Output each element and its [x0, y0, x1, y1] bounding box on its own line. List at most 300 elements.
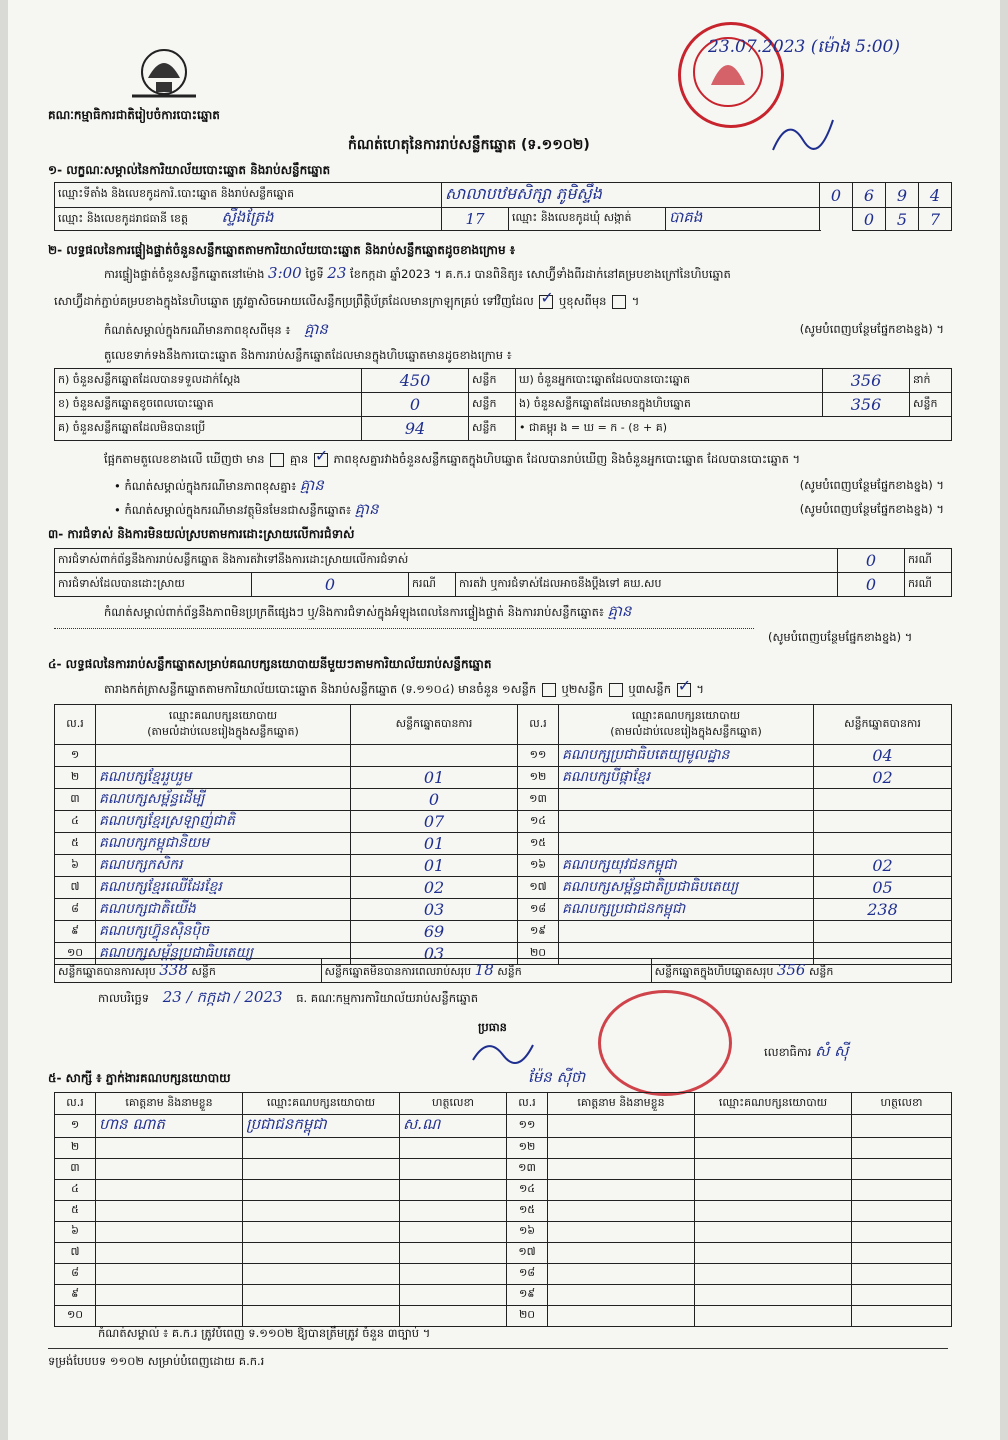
- witness-signature: [852, 1285, 952, 1306]
- party-no: ៧: [55, 877, 96, 899]
- witness-party: [243, 1180, 400, 1201]
- total-valid-value: 338: [159, 960, 188, 979]
- party-name: គណបក្សបីផ្កាខ្មែរ: [559, 767, 814, 789]
- party-no: ១៩: [518, 921, 559, 943]
- hdr-party-left-text: ឈ្មោះគណបក្សនយោបាយ: [168, 708, 278, 722]
- time-value: 3:00: [268, 264, 302, 282]
- bullet-2: [114, 502, 944, 517]
- note-label: កំណត់សម្គាល់ក្នុងករណីមានភាពខុសពីមុន ៖: [104, 323, 291, 337]
- witness-name: [548, 1159, 695, 1180]
- table-row: [55, 899, 952, 921]
- total-valid: [55, 959, 322, 983]
- row-c-value: 94: [362, 417, 469, 441]
- party-no: ១៥: [518, 833, 559, 855]
- witness-name: [96, 1264, 243, 1285]
- bullet-1-value: គ្មាន: [299, 476, 324, 494]
- witness-party: [243, 1306, 400, 1327]
- three-sheets-checkbox[interactable]: [677, 683, 691, 697]
- witness-no: ១៧: [507, 1243, 548, 1264]
- party-no: ១៦: [518, 855, 559, 877]
- party-name: គណបក្សយុវជនកម្ពុជា: [559, 855, 814, 877]
- witness-no: ១២: [507, 1138, 548, 1159]
- stamp-date: 23.07.2023 (ម៉ោង 5:00): [708, 37, 900, 57]
- table-row: [55, 789, 952, 811]
- witness-party: [695, 1285, 852, 1306]
- party-votes: 238: [814, 899, 952, 921]
- total-invalid-unit: សន្លឹក: [497, 964, 522, 978]
- diff-label: ឬខុសពីមុន: [558, 294, 607, 308]
- table-row: [55, 767, 952, 789]
- w-hdr-sig: ហត្ថលេខា: [400, 1093, 507, 1115]
- objection-note-label: កំណត់សម្គាល់ពាក់ព័ន្ធនឹងភាពមិនប្រក្រតីផ្សេងៗ ឬ/និងការជំទាស់ក្នុងអំឡុងពេលនៃការផ្ទៀងផ្ទាត់ និងការរាប់សន្លឹកឆ្នោត៖: [104, 605, 604, 619]
- dotted-line: [54, 628, 754, 629]
- party-no: ៤: [55, 811, 96, 833]
- witness-row: [55, 1201, 952, 1222]
- form-id: ទម្រង់បែបបទ ១១០២ សម្រាប់បំពេញដោយ គ.ក.រ: [48, 1354, 265, 1368]
- row-e-unit: សន្លឹក: [910, 393, 952, 417]
- witness-name: [548, 1222, 695, 1243]
- two-sheets-checkbox[interactable]: [609, 683, 623, 697]
- date-label: កាលបរិច្ឆេទ: [98, 991, 150, 1005]
- witness-signature: [852, 1115, 952, 1138]
- row-e-value: 356: [823, 393, 910, 417]
- province-code: 17: [442, 208, 509, 231]
- chair-label: ប្រធាន: [478, 1020, 507, 1034]
- witness-party: [243, 1159, 400, 1180]
- party-votes: [814, 833, 952, 855]
- party-name: [559, 833, 814, 855]
- committee-label: ធ. គណៈកម្មការការិយាល័យរាប់សន្លឹកឆ្នោត: [296, 991, 478, 1005]
- party-votes: [814, 811, 952, 833]
- no-discrepancy-checkbox[interactable]: [314, 453, 328, 467]
- witness-name: [548, 1138, 695, 1159]
- row-b-unit: សន្លឹក: [469, 393, 516, 417]
- witness-party: [243, 1201, 400, 1222]
- figures-intro: តួលេខទាក់ទងនឹងការបោះឆ្នោត និងការរាប់សន្លឹកឆ្នោតដែលមានក្នុងហិបឆ្នោតមានដូចខាងក្រោម ៖: [104, 348, 512, 362]
- table-row: [55, 811, 952, 833]
- party-name: [559, 921, 814, 943]
- witness-party: [243, 1264, 400, 1285]
- objection-row-1: ការជំទាស់ពាក់ព័ន្ធនឹងការរាប់សន្លឹកឆ្នោត និងការតវ៉ាទៅនឹងការដោះស្រាយលើការជំទាស់: [55, 549, 838, 573]
- two-sheets-label: ឬ២សន្លឹក: [561, 682, 604, 696]
- objection-row-2: ការជំទាស់ដែលបានដោះស្រាយ: [55, 573, 252, 597]
- witness-row: [55, 1138, 952, 1159]
- org-name: គណៈកម្មាធិការជាតិរៀបចំការបោះឆ្នោត: [48, 108, 220, 122]
- station-value: សាលាបឋមសិក្សា ភូមិស្ទឹង: [442, 183, 820, 208]
- party-name: [559, 789, 814, 811]
- party-votes: 04: [814, 745, 952, 767]
- page-title: កំណត់ហេតុនៃការរាប់សន្លឹកឆ្នោត (ទ.១១០២): [348, 137, 590, 153]
- row-e-label: ង) ចំនួនសន្លឹកឆ្នោតដែលមានក្នុងហិបឆ្នោត: [516, 393, 823, 417]
- party-no: ១៧: [518, 877, 559, 899]
- objection-2-unit: ករណី: [409, 573, 456, 597]
- party-votes: 07: [351, 811, 518, 833]
- row-b-value: 0: [362, 393, 469, 417]
- objection-note-value: គ្មាន: [607, 602, 632, 620]
- total-valid-unit: សន្លឹក: [191, 964, 216, 978]
- total-box-value: 356: [776, 960, 806, 979]
- one-sheet-checkbox[interactable]: [542, 683, 556, 697]
- date-line: [98, 990, 478, 1005]
- note-line: [104, 322, 944, 337]
- party-name: គណបក្សសម្ព័ន្ធដើម្បី: [96, 789, 351, 811]
- objection-3-unit: ករណី: [905, 573, 952, 597]
- witness-signature: [852, 1159, 952, 1180]
- row-c-label: គ) ចំនួនសន្លឹកឆ្នោតដែលមិនបានប្រើ: [55, 417, 362, 441]
- witness-signature: [400, 1138, 507, 1159]
- secretary-line: [764, 1044, 848, 1059]
- row-d-unit: នាក់: [910, 369, 952, 393]
- has-discrepancy-checkbox[interactable]: [270, 453, 284, 467]
- w-hdr-name: គោត្តនាម និងនាមខ្លួន: [96, 1093, 243, 1115]
- hdr-no-right: ល.រ: [518, 705, 559, 745]
- seal-line: សោហ្វ៊ីដាក់ភ្ជាប់គម្របខាងក្នុងនៃហិបឆ្នោត ត្រូវគ្នាសិចអោយលើសន្លឹកប្រព្រឹត្តិប័ត្រដែលមានក្រាឡុកគ្រប់ ទៅវិញដែល ✓ ឬខុសពីមុន ។: [54, 294, 639, 309]
- witness-no: ៧: [55, 1243, 96, 1264]
- witness-row: [55, 1243, 952, 1264]
- fill-hint: (សូមបំពេញបន្ថែមផ្នែកខាងខ្នង) ។: [799, 322, 944, 336]
- province-label: [55, 208, 442, 231]
- party-name: គណបក្សសម្ព័ន្ធប្រជាធិបតេយ្យ: [96, 943, 351, 965]
- row-d-label: ឃ) ចំនួនអ្នកបោះឆ្នោតដែលបានបោះឆ្នោត: [516, 369, 823, 393]
- station-code-4: 4: [919, 183, 952, 208]
- witness-row: [55, 1222, 952, 1243]
- witness-signature: [400, 1306, 507, 1327]
- sheets-text: តារាងកត់ត្រាសន្លឹកឆ្នោតតាមការិយាល័យបោះឆ្នោត និងរាប់សន្លឹកឆ្នោត (ទ.១១០៤) មានចំនួន ១សន្លឹក: [104, 682, 537, 696]
- witness-row: [55, 1180, 952, 1201]
- party-name: គណបក្សហ៊្វុនស៊ិនប៉ិច: [96, 921, 351, 943]
- station-code-1: 0: [820, 183, 853, 208]
- section-5-heading: ៥- សាក្សី ៖ ភ្នាក់ងារគណបក្សនយោបាយ: [48, 1071, 231, 1085]
- witness-no: ៤: [55, 1180, 96, 1201]
- note-value: គ្មាន: [304, 320, 328, 338]
- witness-no: ១៤: [507, 1180, 548, 1201]
- witness-no: ១៨: [507, 1264, 548, 1285]
- party-no: ១៣: [518, 789, 559, 811]
- section-4-heading: ៤- លទ្ធផលនៃការរាប់សន្លឹកឆ្នោតសម្រាប់គណបក្សនយោបាយនីមួយៗតាមការិយាល័យរាប់សន្លឹកឆ្នោត: [48, 657, 492, 671]
- witness-table: [54, 1092, 952, 1327]
- time-label: ការផ្ទៀងផ្ទាត់ចំនួនសន្លឹកឆ្នោតនៅម៉ោង: [104, 267, 265, 281]
- party-votes: 01: [351, 855, 518, 877]
- party-votes: 69: [351, 921, 518, 943]
- hdr-no-left: ល.រ: [55, 705, 96, 745]
- station-code-3: 9: [886, 183, 919, 208]
- witness-signature: [400, 1285, 507, 1306]
- chair-name: ម៉ែន ស៊ីថា: [528, 1068, 586, 1086]
- witness-name: [96, 1222, 243, 1243]
- party-name: គណបក្សកម្ពុជានិយម: [96, 833, 351, 855]
- witness-no: ១១: [507, 1115, 548, 1138]
- w-hdr-no-r: ល.រ: [507, 1093, 548, 1115]
- footer-note: កំណត់សម្គាល់ ៖ គ.ក.រ ត្រូវបំពេញ ទ.១១០២ ឱ្យបានត្រឹមត្រូវ ចំនួន ៣ច្បាប់ ។: [98, 1326, 431, 1340]
- objection-3-value: 0: [838, 573, 905, 597]
- w-hdr-no: ល.រ: [55, 1093, 96, 1115]
- witness-signature: [852, 1180, 952, 1201]
- discrepancy-line: [104, 452, 800, 467]
- province-value: ស្ទឹងត្រែង: [221, 208, 274, 226]
- total-box-label: សន្លឹកឆ្នោតក្នុងហិបឆ្នោតសរុប: [654, 964, 774, 978]
- table-row: [55, 855, 952, 877]
- objection-row-3: ការតវ៉ា ឬការជំទាស់ដែលអាចនឹងប្តឹងទៅ គឃ.សប: [456, 573, 838, 597]
- witness-no: ១៥: [507, 1201, 548, 1222]
- station-table: [54, 182, 952, 231]
- formula: • ជាគម្ពុរ ង = ឃ = ក - (ខ + គ): [516, 417, 952, 441]
- bullet-2-label: • កំណត់សម្គាល់ក្នុងករណីមានវត្ថុមិនមែនជាសន្លឹកឆ្នោត៖: [114, 503, 352, 517]
- witness-name: [96, 1285, 243, 1306]
- committee-stamp: [598, 990, 732, 1096]
- w-hdr-sig-r: ហត្ថលេខា: [852, 1093, 952, 1115]
- objections-table: [54, 548, 952, 597]
- witness-signature: [852, 1243, 952, 1264]
- party-votes: 03: [351, 899, 518, 921]
- table-row: [55, 833, 952, 855]
- witness-row: [55, 1285, 952, 1306]
- fill-hint-2: (សូមបំពេញបន្ថែមផ្នែកខាងខ្នង) ។: [799, 478, 944, 492]
- witness-no: ១០: [55, 1306, 96, 1327]
- witness-name: [96, 1201, 243, 1222]
- objection-1-value: 0: [838, 549, 905, 573]
- witness-name: [548, 1264, 695, 1285]
- witness-row: [55, 1306, 952, 1327]
- party-no: ១៤: [518, 811, 559, 833]
- commune-code-1: 0: [853, 208, 886, 231]
- province-label-text: ឈ្មោះ និងលេខកូដរាជធានី ខេត្ត: [58, 212, 188, 225]
- party-name: គណបក្សសម្ព័ន្ធជាតិប្រជាធិបតេយ្យ: [559, 877, 814, 899]
- bullet-1-label: • កំណត់សម្គាល់ក្នុងករណីមានភាពខុសគ្នា៖: [114, 479, 297, 493]
- station-code-2: 6: [853, 183, 886, 208]
- results-table: [54, 704, 952, 965]
- witness-no: ២: [55, 1138, 96, 1159]
- witness-signature: [400, 1243, 507, 1264]
- party-no: ៩: [55, 921, 96, 943]
- witness-party: [243, 1222, 400, 1243]
- witness-name: [96, 1138, 243, 1159]
- total-invalid-value: 18: [474, 960, 494, 979]
- total-invalid: [321, 959, 651, 983]
- row-d-value: 356: [823, 369, 910, 393]
- party-name: គណបក្សជាតិយើង: [96, 899, 351, 921]
- witness-no: ១៩: [507, 1285, 548, 1306]
- fill-hint-3: (សូមបំពេញបន្ថែមផ្នែកខាងខ្នង) ។: [799, 502, 944, 516]
- party-no: ១១: [518, 745, 559, 767]
- witness-signature: [852, 1222, 952, 1243]
- table-row: [55, 745, 952, 767]
- witness-signature: [400, 1264, 507, 1285]
- party-votes: [814, 789, 952, 811]
- total-valid-label: សន្លឹកឆ្នោតបានការសរុប: [58, 964, 156, 978]
- party-votes: [351, 745, 518, 767]
- day-label: ថ្ងៃទី: [305, 267, 324, 281]
- table-row: [55, 877, 952, 899]
- commune-value: បាគង: [666, 208, 820, 231]
- figures-table: [54, 368, 952, 441]
- witness-no: ៣: [55, 1159, 96, 1180]
- witness-party: [695, 1306, 852, 1327]
- party-no: ៦: [55, 855, 96, 877]
- party-name: គណបក្សកសិករ: [96, 855, 351, 877]
- witness-name: [96, 1306, 243, 1327]
- witness-name: [96, 1180, 243, 1201]
- witness-name: [96, 1243, 243, 1264]
- party-name: [96, 745, 351, 767]
- month-text: ខែកក្កដា ឆ្នាំ2023 ។ គ.ក.រ បានពិនិត្យ៖ សោហ្វ៊ីទាំងពីរដាក់នៅគម្របខាងក្រៅនៃហិបឆ្នោត: [350, 267, 731, 281]
- hdr-party-left-sub: (តាមលំដាប់លេខរៀងក្នុងសន្លឹកឆ្នោត): [147, 724, 299, 738]
- witness-signature: [852, 1138, 952, 1159]
- discrepancy-label: ផ្អែកតាមតួលេខខាងលើ ឃើញថា មាន: [104, 452, 265, 466]
- party-no: ១៨: [518, 899, 559, 921]
- fill-hint-4: (សូមបំពេញបន្ថែមផ្នែកខាងខ្នង) ។: [768, 630, 913, 644]
- station-label: ឈ្មោះទីតាំង និងលេខកូដការិ.បោះឆ្នោត និងរាប់សន្លឹកឆ្នោត: [55, 183, 442, 208]
- witness-party: [695, 1115, 852, 1138]
- time-line: [104, 266, 731, 281]
- witness-no: ៥: [55, 1201, 96, 1222]
- party-name: គណបក្សខ្មែរឈើដែរខ្មែរ: [96, 877, 351, 899]
- row-a-unit: សន្លឹក: [469, 369, 516, 393]
- witness-no: ៩: [55, 1285, 96, 1306]
- w-hdr-name-r: គោត្តនាម និងនាមខ្លួន: [548, 1093, 695, 1115]
- commune-label: ឈ្មោះ និងលេខកូដឃុំ សង្កាត់: [509, 208, 666, 231]
- w-hdr-party: ឈ្មោះគណបក្សនយោបាយ: [243, 1093, 400, 1115]
- hdr-party-right-text: ឈ្មោះគណបក្សនយោបាយ: [631, 708, 741, 722]
- no-discrepancy-label: គ្មាន: [289, 452, 309, 466]
- witness-name: ហាន ណាត: [96, 1115, 243, 1138]
- witness-row: [55, 1115, 952, 1138]
- seal-text: សោហ្វ៊ីដាក់ភ្ជាប់គម្របខាងក្នុងនៃហិបឆ្នោត ត្រូវគ្នាសិចអោយលើសន្លឹកប្រព្រឹត្តិប័ត្រដែលមានក្រាឡុកគ្រប់ ទៅវិញដែល: [54, 294, 534, 308]
- party-name: គណបក្សប្រជាជនកម្ពុជា: [559, 899, 814, 921]
- witness-name: [548, 1285, 695, 1306]
- total-box-unit: សន្លឹក: [808, 964, 834, 978]
- hdr-party-left: [96, 705, 351, 745]
- bullet-2-value: គ្មាន: [354, 500, 379, 518]
- total-invalid-label: សន្លឹកឆ្នោតមិនបានការពេលរាប់សរុប: [324, 964, 472, 978]
- section-3-heading: ៣- ការជំទាស់ និងការមិនយល់ស្របតាមការដោះស្រាយលើការជំទាស់: [48, 527, 355, 541]
- discrepancy-text: ភាពខុសគ្នារវាងចំនួនសន្លឹកឆ្នោតក្នុងហិបឆ្នោត ដែលបានរាប់ឃើញ និងចំនួនអ្នកបោះឆ្នោត ដែលបានបោះឆ្នោត ។: [333, 452, 801, 466]
- witness-party: [695, 1159, 852, 1180]
- party-no: ៣: [55, 789, 96, 811]
- objection-2-value: 0: [252, 573, 409, 597]
- witness-party: [695, 1264, 852, 1285]
- objection-note: [104, 604, 631, 619]
- witness-party: [243, 1138, 400, 1159]
- witness-signature: [400, 1159, 507, 1180]
- bullet-1: [114, 478, 944, 493]
- hdr-party-right-sub: (តាមលំដាប់លេខរៀងក្នុងសន្លឹកឆ្នោត): [610, 724, 762, 738]
- hdr-votes-right: សន្លឹកឆ្នោតបានការ: [814, 705, 952, 745]
- witness-no: ១៣: [507, 1159, 548, 1180]
- party-votes: 02: [814, 855, 952, 877]
- party-votes: 01: [351, 767, 518, 789]
- witness-no: ១៦: [507, 1222, 548, 1243]
- party-name: គណបក្សប្រជាធិបតេយ្យមូលដ្ឋាន: [559, 745, 814, 767]
- commune-code-3: 7: [919, 208, 952, 231]
- signature: [768, 110, 838, 160]
- day-value: 23: [327, 264, 347, 282]
- witness-party: [243, 1243, 400, 1264]
- section-2-heading: ២- លទ្ធផលនៃការផ្ទៀងផ្ទាត់ចំនួនសន្លឹកឆ្នោតតាមការិយាល័យបោះឆ្នោត និងរាប់សន្លឹកឆ្នោតដូចខាងក្រោម ៖: [48, 243, 516, 257]
- witness-party: [695, 1180, 852, 1201]
- party-no: ២: [55, 767, 96, 789]
- party-votes: 02: [814, 767, 952, 789]
- witness-signature: ស.ណ: [400, 1115, 507, 1138]
- row-a-value: 450: [362, 369, 469, 393]
- party-votes: [814, 921, 952, 943]
- witness-signature: [400, 1201, 507, 1222]
- witness-name: [548, 1201, 695, 1222]
- witness-party: [243, 1285, 400, 1306]
- witness-name: [548, 1115, 695, 1138]
- national-emblem-icon: [126, 38, 202, 104]
- party-no: ៥: [55, 833, 96, 855]
- total-box: [651, 959, 951, 983]
- section-1-heading: ១- លក្ខណៈសម្គាល់នៃការិយាល័យបោះឆ្នោត និងរាប់សន្លឹកឆ្នោត: [48, 163, 331, 177]
- secretary-name: សំ ស៊ី: [815, 1042, 849, 1060]
- commune-code-2: 5: [886, 208, 919, 231]
- chair-signature: [468, 1030, 538, 1070]
- witness-signature: [852, 1201, 952, 1222]
- row-b-label: ខ) ចំនួនសន្លឹកឆ្នោតខូចពេលបោះឆ្នោត: [55, 393, 362, 417]
- witness-row: [55, 1159, 952, 1180]
- secretary-label: លេខាធិការ: [764, 1045, 812, 1059]
- witness-name: [96, 1159, 243, 1180]
- party-no: ២០: [518, 943, 559, 965]
- footer-rule: [48, 1348, 948, 1349]
- party-no: ១០: [55, 943, 96, 965]
- witness-signature: [400, 1222, 507, 1243]
- party-no: ៨: [55, 899, 96, 921]
- row-a-label: ក) ចំនួនសន្លឹកឆ្នោតដែលបានទទួលដាក់ស្តែង: [55, 369, 362, 393]
- witness-name: [548, 1180, 695, 1201]
- party-name: [559, 811, 814, 833]
- diff-checkbox[interactable]: [612, 295, 626, 309]
- witness-party: [695, 1243, 852, 1264]
- witness-no: ៨: [55, 1264, 96, 1285]
- empty-cell: [820, 208, 853, 231]
- totals-table: [54, 958, 952, 983]
- three-sheets-label: ឬ៣សន្លឹក: [628, 682, 672, 696]
- party-votes: 01: [351, 833, 518, 855]
- ballot-count-report: [8, 0, 1000, 1440]
- witness-no: ៦: [55, 1222, 96, 1243]
- same-checkbox[interactable]: [539, 295, 553, 309]
- witness-no: ១: [55, 1115, 96, 1138]
- witness-name: [548, 1243, 695, 1264]
- party-no: ១២: [518, 767, 559, 789]
- witness-row: [55, 1264, 952, 1285]
- hdr-votes-left: សន្លឹកឆ្នោតបានការ: [351, 705, 518, 745]
- objection-1-unit: ករណី: [905, 549, 952, 573]
- witness-party: [695, 1138, 852, 1159]
- party-votes: 05: [814, 877, 952, 899]
- witness-signature: [852, 1306, 952, 1327]
- hdr-party-right: [559, 705, 814, 745]
- sheets-line: តារាងកត់ត្រាសន្លឹកឆ្នោតតាមការិយាល័យបោះឆ្នោត និងរាប់សន្លឹកឆ្នោត (ទ.១១០៤) មានចំនួន ១សន្លឹក ឬ២សន្លឹក ឬ៣សន្លឹក ✓ ។: [104, 682, 704, 697]
- witness-signature: [400, 1180, 507, 1201]
- table-row: [55, 921, 952, 943]
- witness-party: [695, 1222, 852, 1243]
- witness-party: [695, 1201, 852, 1222]
- witness-party: ប្រជាជនកម្ពុជា: [243, 1115, 400, 1138]
- party-votes: 03: [351, 943, 518, 965]
- witness-name: [548, 1306, 695, 1327]
- row-c-unit: សន្លឹក: [469, 417, 516, 441]
- party-name: គណបក្សខ្មែរស្រឡាញ់ជាតិ: [96, 811, 351, 833]
- party-name: គណបក្សខ្មែររួបរួម: [96, 767, 351, 789]
- party-no: ១: [55, 745, 96, 767]
- party-votes: 02: [351, 877, 518, 899]
- witness-signature: [852, 1264, 952, 1285]
- witness-no: ២០: [507, 1306, 548, 1327]
- date-value: 23 / កក្កដា / 2023: [162, 988, 283, 1006]
- w-hdr-party-r: ឈ្មោះគណបក្សនយោបាយ: [695, 1093, 852, 1115]
